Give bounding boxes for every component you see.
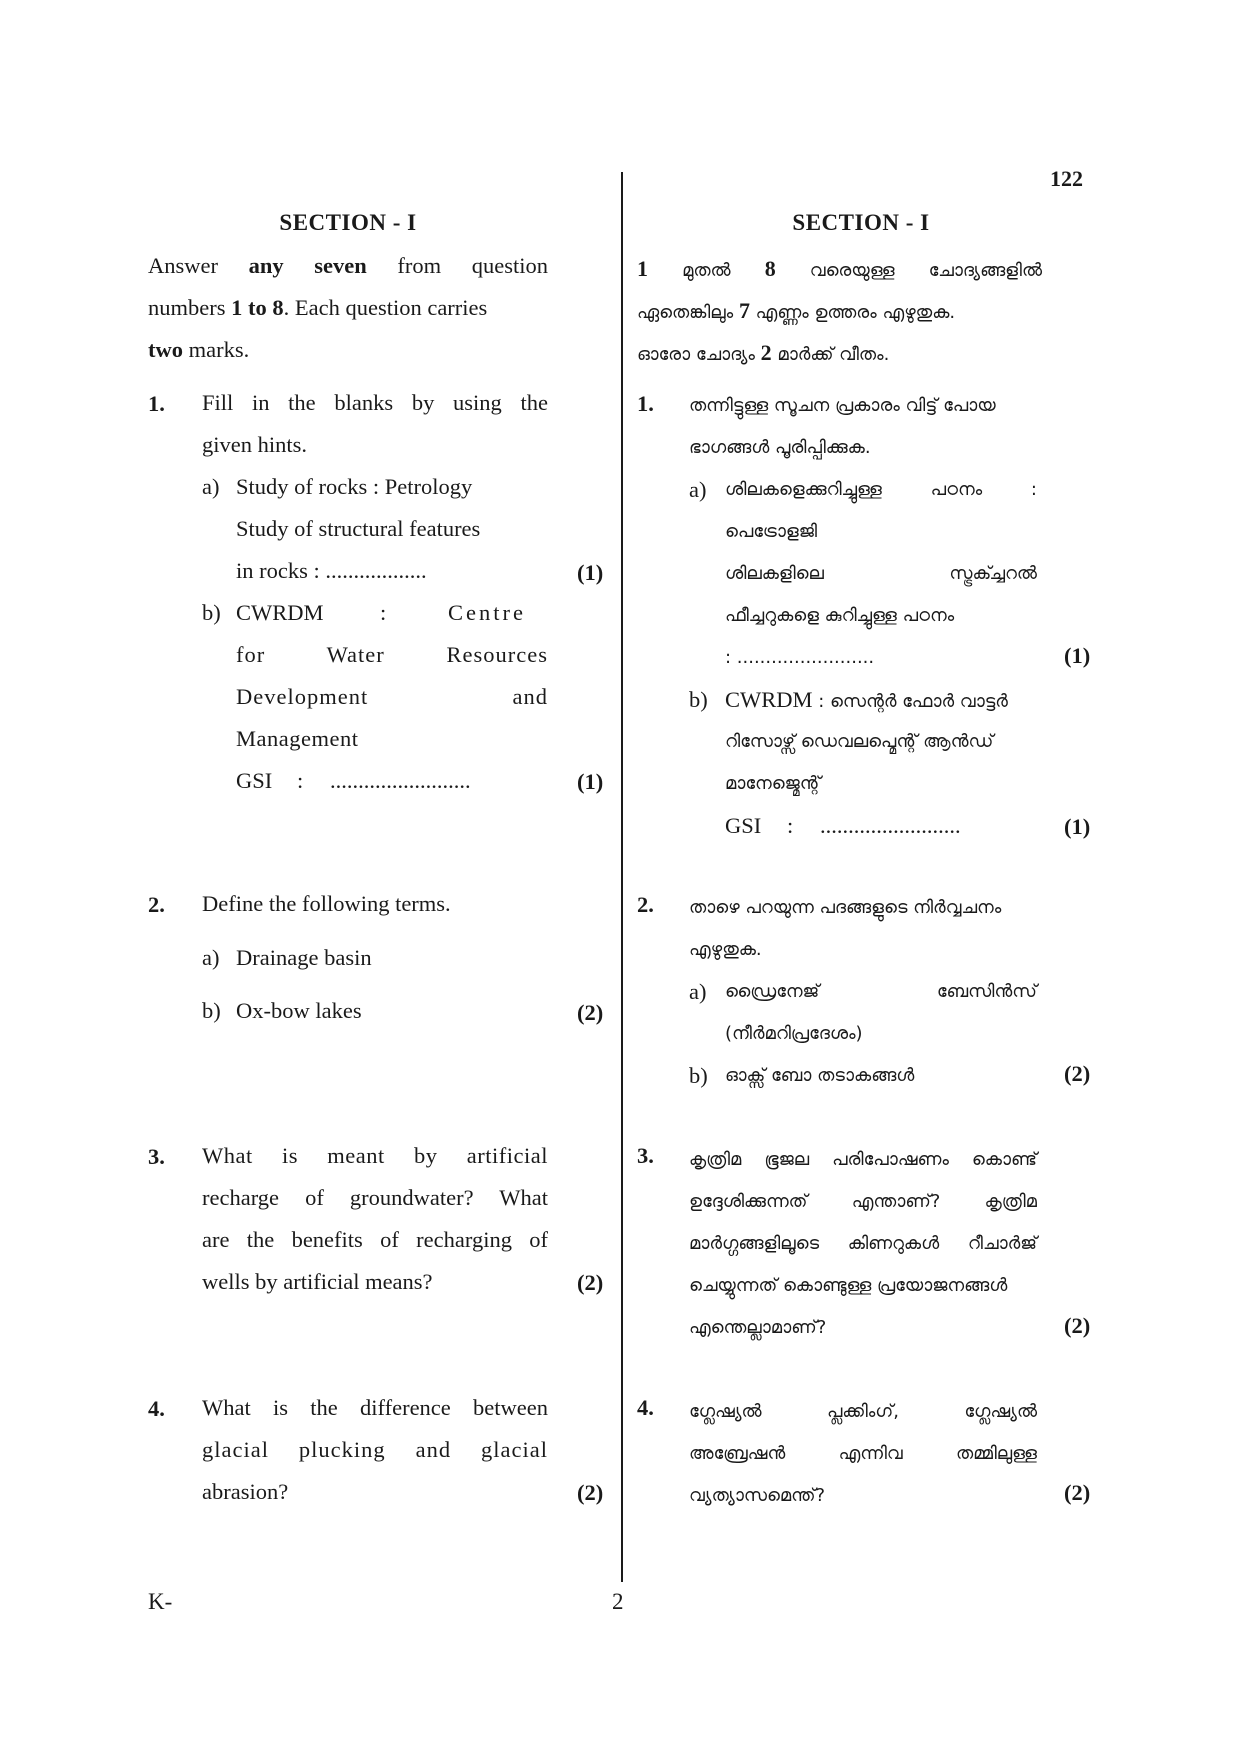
question-text: What is the difference between [202, 1395, 548, 1420]
marks: (1) [1064, 814, 1091, 839]
instruction-line-3 [637, 332, 889, 376]
question-text: ഭാഗങ്ങൾ പൂരിപ്പിക്കുക. [689, 437, 871, 458]
instruction-line-2 [148, 287, 548, 329]
column-divider [621, 172, 623, 1582]
option-text: Development and [236, 684, 548, 709]
question-text: ഗ്ലേഷ്യൽ പ്ലക്കിംഗ്, ഗ്ലേഷ്യൽ [689, 1401, 1037, 1422]
question-text: തന്നിട്ടുള്ള സൂചന പ്രകാരം വിട്ട് പോയ [689, 395, 996, 416]
question-text: മാർഗ്ഗങ്ങളിലൂടെ കിണറുകൾ റീചാർജ് [689, 1233, 1037, 1254]
question-text: എഴുതുക. [689, 939, 762, 960]
option-text: ഫീച്ചറുകളെ കുറിച്ചുള്ള പഠനം [725, 605, 955, 626]
text: എണ്ണം ഉത്തരം എഴുതുക. [749, 302, 956, 323]
option-text: ......................... [330, 768, 471, 793]
text: : സെന്റർ ഫോർ വാട്ടർ [812, 691, 1008, 712]
option-label: a) [202, 945, 220, 970]
text: from question [366, 253, 549, 278]
question-text: എന്തെല്ലാമാണ്? [689, 1317, 827, 1338]
text-bold: 1 [637, 256, 648, 281]
instruction-line-1 [637, 248, 1042, 292]
option-text: ഓക്സ് ബോ തടാകങ്ങൾ [725, 1065, 915, 1086]
text: Answer [148, 253, 249, 278]
section-heading: SECTION - I [279, 210, 417, 235]
question-number: 2. [148, 892, 165, 917]
question-text: താഴെ പറയുന്ന പദങ്ങളുടെ നിർവ്വചനം [689, 897, 1002, 918]
text: marks. [183, 337, 250, 362]
question-number: 2. [637, 892, 654, 917]
option-label: a) [689, 979, 707, 1004]
text-bold: 8 [764, 256, 776, 281]
question-number: 4. [637, 1395, 654, 1420]
text: numbers [148, 295, 232, 320]
question-number: 3. [148, 1144, 165, 1169]
option-text: : [380, 600, 387, 625]
question-text: Define the following terms. [202, 891, 451, 916]
question-text: wells by artificial means? [202, 1269, 433, 1294]
question-text: ചെയ്യുന്നത് കൊണ്ടുള്ള പ്രയോജനങ്ങൾ [689, 1275, 1008, 1296]
option-text: GSI [236, 768, 273, 793]
question-text: ഉദ്ദേശിക്കുന്നത് എന്താണ്? കൃത്രിമ [689, 1191, 1037, 1212]
option-text: പെട്രോളജി [725, 521, 818, 542]
option-label: b) [202, 600, 221, 625]
text: . Each question carries [283, 295, 488, 320]
page-code: 122 [1050, 166, 1083, 191]
option-text: : [297, 768, 304, 793]
text: മുതൽ [648, 260, 765, 281]
page-number: 2 [612, 1589, 624, 1614]
option-label: a) [202, 474, 220, 499]
question-text: What is meant by artificial [202, 1143, 548, 1168]
text-bold: two [148, 337, 183, 362]
option-text: ഡ്രൈനേജ് ബേസിൻസ് [725, 981, 1037, 1002]
option-text: : [787, 813, 794, 838]
option-text: CWRDM [236, 600, 324, 625]
text-bold: any seven [248, 253, 367, 278]
question-text: recharge of groundwater? What [202, 1185, 548, 1210]
option-label: b) [689, 687, 708, 712]
option-label: b) [689, 1063, 708, 1088]
question-number: 1. [148, 391, 165, 416]
option-text [725, 679, 1008, 723]
instruction-line-2 [637, 290, 955, 334]
question-text: വ്യത്യാസമെന്ത്? [689, 1485, 826, 1506]
question-number: 3. [637, 1143, 654, 1168]
text: ഏതെങ്കിലും [637, 302, 739, 323]
option-label: a) [689, 477, 707, 502]
option-text: (നീർമറിപ്രദേശം) [725, 1023, 863, 1044]
option-text: Study of rocks : Petrology [236, 474, 473, 499]
option-text: മാനേജ്മെന്റ് [725, 773, 821, 794]
option-text: Management [236, 726, 359, 751]
text: ഓരോ ചോദ്യം [637, 344, 761, 365]
question-text: glacial plucking and glacial [202, 1437, 548, 1462]
option-text: in rocks : .................. [236, 558, 427, 583]
marks: (2) [1064, 1480, 1091, 1505]
text-bold: 2 [760, 340, 772, 365]
marks: (2) [577, 1480, 604, 1505]
option-label: b) [202, 998, 221, 1023]
option-text: Study of structural features [236, 516, 481, 541]
marks: (2) [577, 1000, 604, 1025]
section-heading: SECTION - I [792, 210, 930, 235]
question-number: 4. [148, 1396, 165, 1421]
option-text: ശിലകളിലെ സ്ട്രക്ച്ചറൽ [725, 563, 1037, 584]
text: മാർക്ക് വീതം. [771, 344, 890, 365]
instruction-line-1 [148, 245, 548, 287]
option-text: റിസോഴ്സ് ഡെവലപ്മെന്റ് ആൻഡ് [725, 731, 994, 752]
option-text: Ox-bow lakes [236, 998, 362, 1023]
marks: (2) [1064, 1313, 1091, 1338]
marks: (2) [577, 1270, 604, 1295]
option-text: GSI [725, 813, 762, 838]
text-bold: 7 [738, 298, 750, 323]
option-text: : ........................ [725, 647, 875, 668]
question-text: കൃത്രിമ ഭൂജല പരിപോഷണം കൊണ്ട് [689, 1149, 1037, 1170]
option-text: Centre [448, 600, 526, 625]
question-text: Fill in the blanks by using the [202, 390, 548, 415]
question-number: 1. [637, 391, 654, 416]
option-text: ശിലകളെക്കുറിച്ചുള്ള പഠനം : [725, 479, 1037, 500]
footer-code: K- [148, 1589, 173, 1614]
question-text: abrasion? [202, 1479, 289, 1504]
marks: (1) [1064, 643, 1091, 668]
text: CWRDM [725, 687, 813, 712]
marks: (1) [577, 769, 604, 794]
question-text: are the benefits of recharging of [202, 1227, 548, 1252]
option-text: Drainage basin [236, 945, 372, 970]
text-bold: 1 to 8 [231, 295, 284, 320]
question-text: given hints. [202, 432, 307, 457]
question-text: അബ്രേഷൻ എന്നിവ തമ്മിലുള്ള [689, 1443, 1037, 1464]
text: വരെയുള്ള ചോദ്യങ്ങളിൽ [775, 260, 1042, 281]
marks: (1) [577, 560, 604, 585]
instruction-line-3 [148, 329, 249, 371]
option-text: ......................... [820, 813, 961, 838]
option-text: for Water Resources [236, 642, 548, 667]
marks: (2) [1064, 1061, 1091, 1086]
